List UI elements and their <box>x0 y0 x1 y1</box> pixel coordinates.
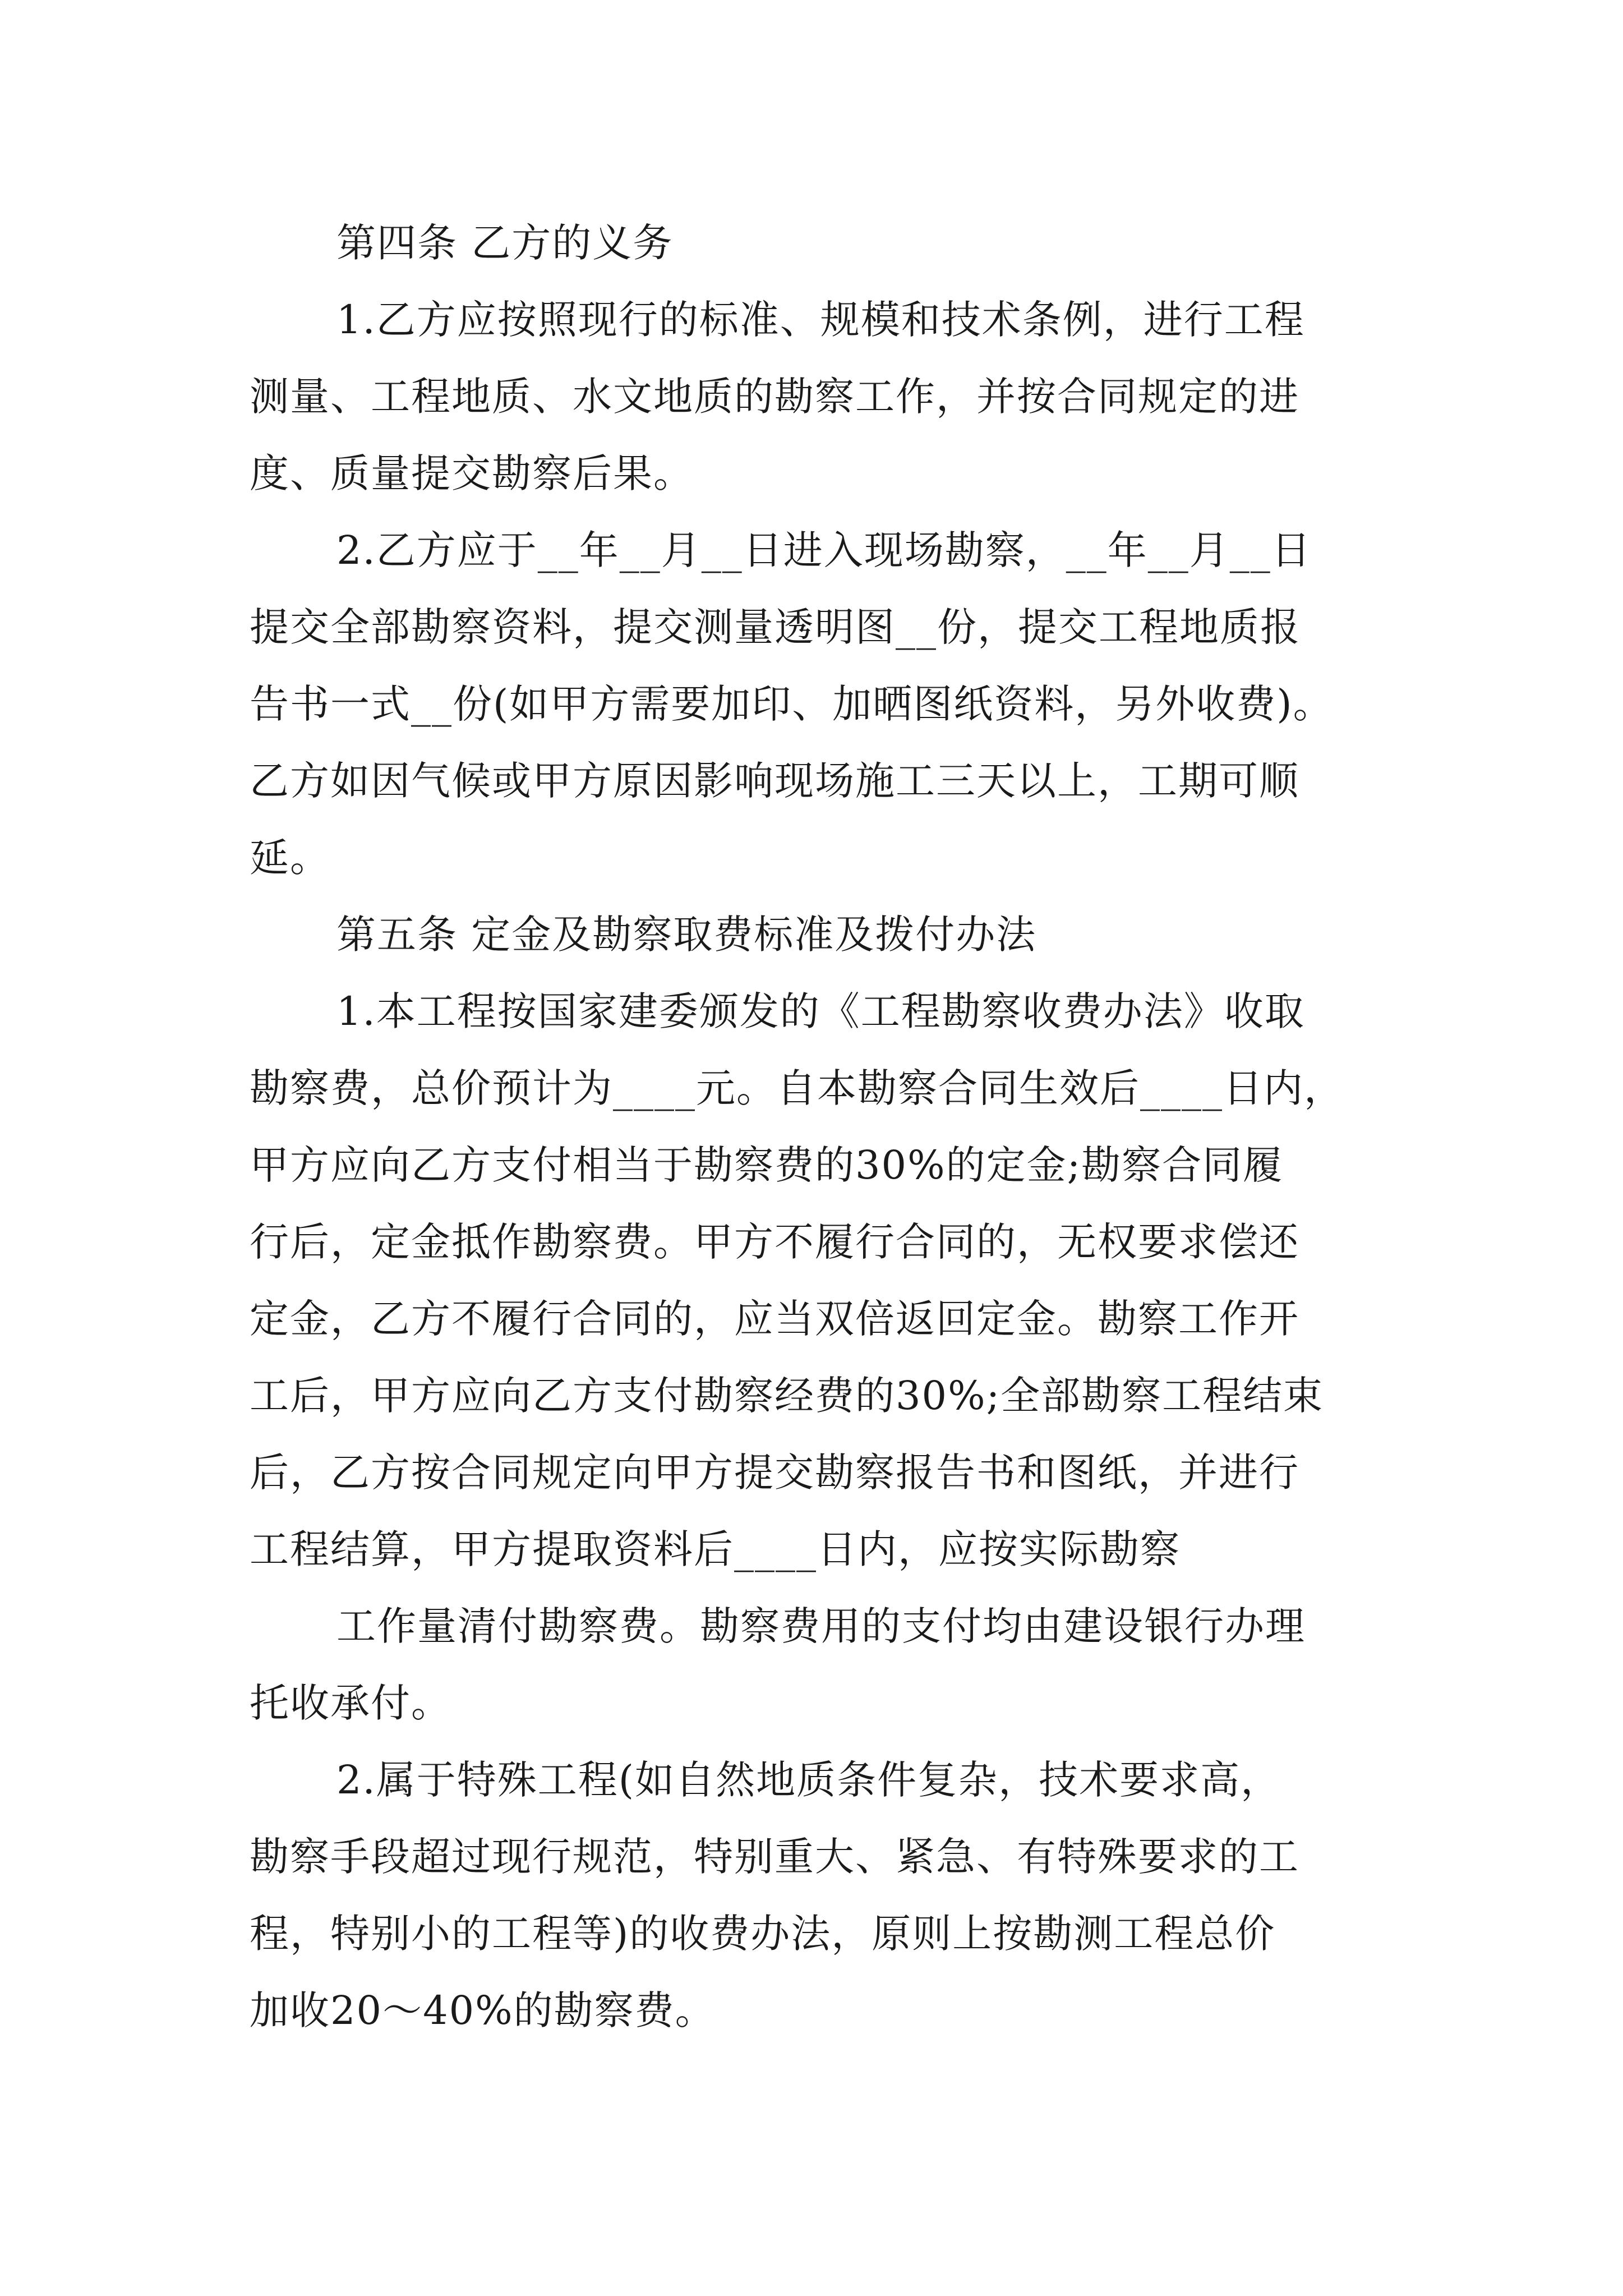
paragraph-line: 后，乙方按合同规定向甲方提交勘察报告书和图纸，并进行 <box>250 1450 1299 1496</box>
paragraph-line: 工程结算，甲方提取资料后____日内，应按实际勘察 <box>250 1526 1181 1572</box>
paragraph-line: 乙方如因气候或甲方原因影响现场施工三天以上，工期可顺 <box>250 758 1299 804</box>
paragraph-line: 1.本工程按国家建委颁发的《工程勘察收费办法》收取 <box>336 988 1305 1034</box>
paragraph-line: 告书一式__份(如甲方需要加印、加晒图纸资料，另外收费)。 <box>250 681 1334 727</box>
paragraph-line: 工作量清付勘察费。勘察费用的支付均由建设银行办理 <box>336 1603 1306 1649</box>
paragraph-line: 定金，乙方不履行合同的，应当双倍返回定金。勘察工作开 <box>250 1296 1299 1342</box>
paragraph-line: 度、质量提交勘察后果。 <box>250 450 694 496</box>
paragraph-line: 加收20～40%的勘察费。 <box>250 1987 716 2033</box>
paragraph-line: 2.乙方应于__年__月__日进入现场勘察，__年__月__日 <box>336 527 1312 573</box>
article-5-heading: 第五条 定金及勘察取费标准及拨付办法 <box>336 912 1037 958</box>
paragraph-line: 工后，甲方应向乙方支付勘察经费的30%;全部勘察工程结束 <box>250 1373 1324 1419</box>
paragraph-line: 程，特别小的工程等)的收费办法，原则上按勘测工程总价 <box>250 1911 1276 1957</box>
paragraph-line: 托收承付。 <box>250 1680 451 1726</box>
paragraph-line: 测量、工程地质、水文地质的勘察工作，并按合同规定的进 <box>250 374 1299 420</box>
paragraph-line: 2.属于特殊工程(如自然地质条件复杂，技术要求高， <box>336 1757 1281 1803</box>
article-4-heading: 第四条 乙方的义务 <box>336 220 674 266</box>
paragraph-line: 勘察手段超过现行规范，特别重大、紧急、有特殊要求的工 <box>250 1834 1299 1880</box>
paragraph-line: 1.乙方应按照现行的标准、规模和技术条例，进行工程 <box>336 297 1305 343</box>
paragraph-line: 行后，定金抵作勘察费。甲方不履行合同的，无权要求偿还 <box>250 1219 1299 1265</box>
paragraph-line: 延。 <box>250 835 330 881</box>
paragraph-line: 甲方应向乙方支付相当于勘察费的30%的定金;勘察合同履 <box>250 1142 1284 1188</box>
paragraph-line: 勘察费，总价预计为____元。自本勘察合同生效后____日内， <box>250 1065 1344 1111</box>
paragraph-line: 提交全部勘察资料，提交测量透明图__份，提交工程地质报 <box>250 604 1301 650</box>
